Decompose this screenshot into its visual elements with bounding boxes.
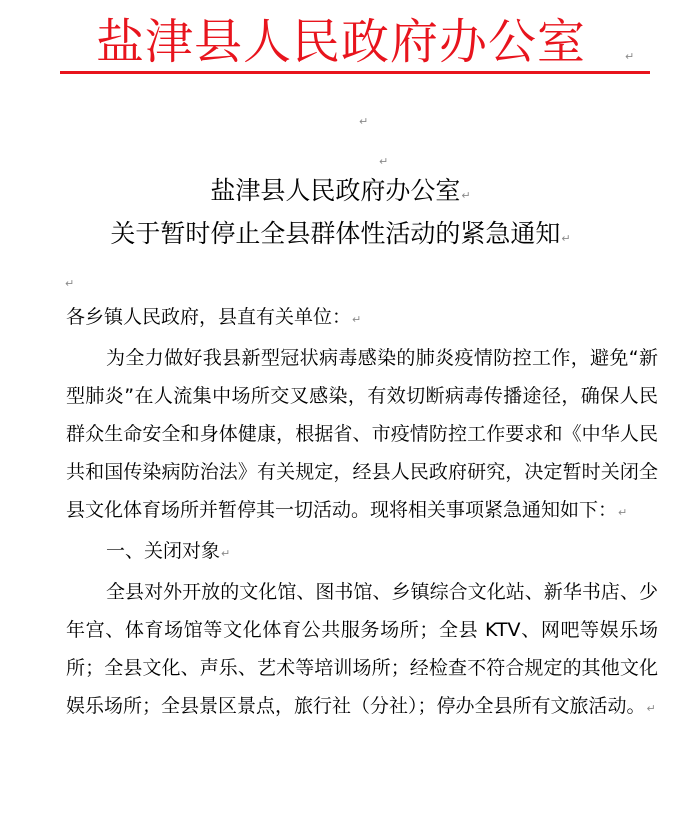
paragraph-mark-icon: ↵ — [646, 702, 656, 715]
notice-title-line-1: 盐津县人民政府办公室↵ — [210, 176, 471, 205]
empty-paragraph — [358, 110, 368, 126]
paragraph-mark-icon: ↵ — [625, 50, 635, 63]
salutation: 各乡镇人民政府，县直有关单位：↵ — [66, 306, 362, 328]
paragraph-mark-icon: ↵ — [561, 232, 571, 245]
paragraph-mark-icon: ↵ — [221, 547, 231, 560]
letterhead — [60, 14, 650, 76]
notice-title — [0, 172, 681, 258]
empty-paragraph — [64, 272, 74, 288]
empty-paragraph — [378, 150, 388, 166]
letterhead-red-rule — [60, 71, 650, 74]
notice-title-line-2: 关于暂时停止全县群体性活动的紧急通知↵ — [110, 219, 571, 248]
section-1-heading: 一、关闭对象↵ — [106, 540, 231, 562]
intro-paragraph: 为全力做好我县新型冠状病毒感染的肺炎疫情防控工作，避免“新型肺炎”在人流集中场所交叉感染，有效切断病毒传播途径，确保人民群众生命安全和身体健康，根据省、市疫情防控工作要求和《中华人民共和国传染病防治法》有关规定，经县人民政府研究，决定暂时关闭全县文化体育场所并暂停其一切活动。现将相关事项紧急通知如下：↵ — [66, 347, 658, 521]
paragraph-mark-icon: ↵ — [352, 313, 362, 326]
paragraph-mark-icon: ↵ — [65, 277, 75, 290]
paragraph-mark-icon: ↵ — [461, 189, 471, 202]
notice-body — [66, 298, 658, 728]
paragraph-mark-icon: ↵ — [359, 115, 369, 128]
letterhead-title: 盐津县人民政府办公室 — [96, 14, 587, 70]
paragraph-mark-icon: ↵ — [618, 506, 628, 519]
paragraph-mark-icon: ↵ — [379, 155, 389, 168]
section-1-paragraph: 全县对外开放的文化馆、图书馆、乡镇综合文化站、新华书店、少年宫、体育场馆等文化体育公共服务场所；全县 KTV、网吧等娱乐场所；全县文化、声乐、艺术等培训场所；经检查不符合规定的其他文化娱乐场所；全县景区景点，旅行社（分社）；停办全县所有文旅活动。↵ — [66, 581, 658, 717]
